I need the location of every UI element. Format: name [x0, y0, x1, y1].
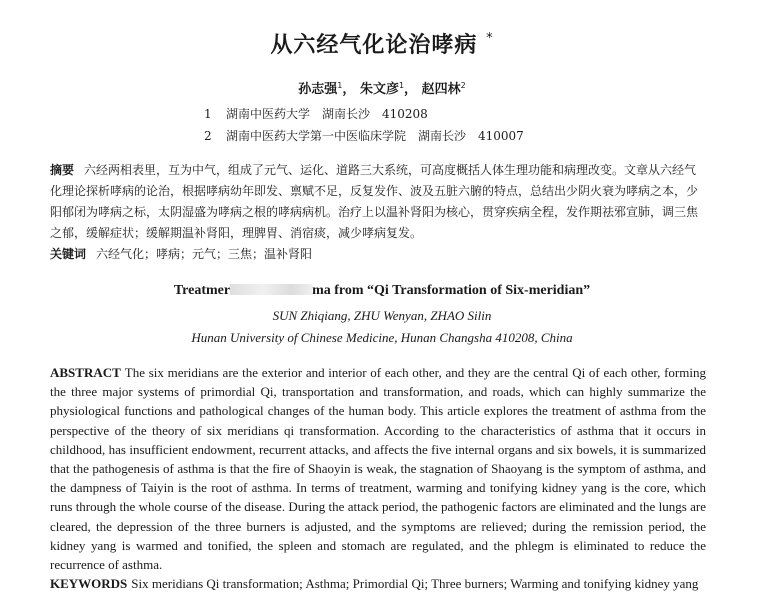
affiliation-en: Hunan University of Chinese Medicine, Hunan Changsha 410208, China — [191, 330, 573, 345]
author-list-en: SUN Zhiqiang, ZHU Wenyan, ZHAO Silin — [272, 308, 492, 323]
affiliation-text: 湖南中医药大学第一中医临床学院 湖南长沙 410007 — [226, 129, 524, 143]
author-name: 朱文彦 — [359, 82, 399, 97]
affiliation-1 — [204, 105, 428, 122]
author-name: 孙志强 — [298, 82, 338, 97]
keywords-zh — [50, 245, 312, 262]
affiliation-number: 2 — [204, 129, 212, 143]
keywords-text-en: Six meridians Qi transformation; Asthma; Primordial Qi; Three burners; Warming and tonifying kidney yang — [131, 576, 699, 591]
keywords-en — [50, 576, 698, 592]
affiliation-2 — [204, 127, 524, 144]
author-list-zh — [0, 78, 764, 97]
paper-title-en — [0, 283, 764, 299]
redacted-smudge — [230, 284, 312, 295]
author-affiliation-mark: 1 — [398, 81, 405, 90]
affiliation-number: 1 — [204, 107, 212, 121]
keywords-text-zh: 六经气化；哮病；元气；三焦；温补肾阳 — [96, 247, 313, 261]
abstract-text-en: The six meridians are the exterior and interior of each other, and they are the central Qi of each other, forming the three major systems of primordial Qi, transportation and transformation, and roads, which can highly summarize the physiological functions and pathological changes of the human body. This article explores the treatment of asthma from the perspective of the theory of six meridians qi transformation. According to the characteristics of asthma that it occurs in childhood, has insufficient endowment, recurrent attacks, and affects the five internal organs and six bowels, it is summarized that the pathogenesis of asthma is that the fire of Shaoyin is weak, the stagnation of Shaoyang is the symptom of asthma, and the dampness of Taiyin is the root of asthma. In terms of treatment, warming and tonifying kidney yang is the core, which runs through the whole course of the disease. During the attack period, the pathogenic factors are eliminated and the lungs are cleared, the depression of the three burners is adjusted, and the symptoms are relieved; during the remission period, the kidney yang is warmed and tonified, the spleen and stomach are regulated, and the phlegm is eliminated to reduce the recurrence of asthma. — [50, 365, 706, 573]
abstract-en — [50, 363, 706, 574]
keywords-label-zh: 关键词 — [50, 247, 87, 261]
affiliation-text: 湖南中医药大学 湖南长沙 410208 — [226, 107, 428, 121]
abstract-label-zh: 摘要 — [50, 163, 75, 177]
author-affiliation-mark: 1 — [337, 81, 343, 90]
author-affiliation-mark: 2 — [460, 81, 466, 90]
author-name: 赵四林 — [421, 82, 461, 97]
abstract-zh — [50, 160, 705, 244]
title-en-end: ma from “Qi Transformation of Six-meridian” — [312, 283, 591, 298]
abstract-text-zh: 六经两相表里，互为中气，组成了元气、运化、道路三大系统，可高度概括人体生理功能和病理改变。文章从六经气化理论探析哮病的论治，根据哮病幼年即发、禀赋不足，反复发作、波及五脏六腑的特点，总结出少阴火衰为哮病之本，少阳郁闭为哮病之标，太阴湿盛为哮病之根的哮病病机。治疗上以温补肾阳为核心，贯穿疾病全程，发作期祛邪宣肺，调三焦之郁，缓解症状；缓解期温补肾阳，理脾胃、消宿痰，减少哮病复发。 — [50, 163, 699, 240]
abstract-label-en: ABSTRACT — [50, 365, 121, 380]
title-text: 从六经气化论治哮病 — [270, 33, 478, 58]
author-separator: ， — [342, 82, 356, 97]
title-footnote-mark: * — [486, 31, 494, 46]
title-en-start: Treatmer — [173, 283, 231, 298]
paper-title-zh — [0, 28, 764, 59]
keywords-label-en: KEYWORDS — [50, 576, 128, 591]
author-separator: ， — [404, 82, 418, 97]
